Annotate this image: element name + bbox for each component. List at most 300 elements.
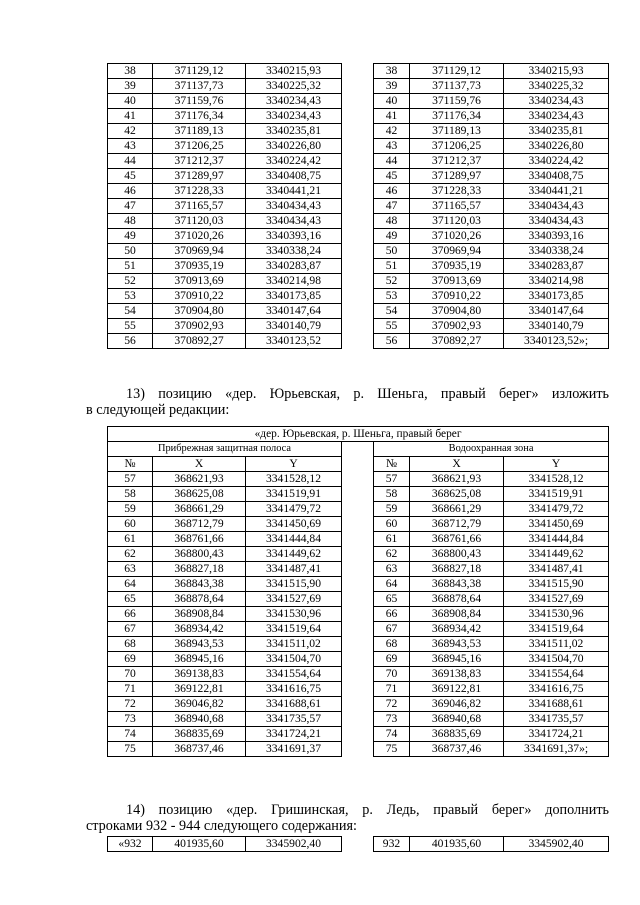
cell-y: 3341487,41 xyxy=(246,562,342,577)
cell-x: 371289,97 xyxy=(153,169,246,184)
cell-x: 370892,27 xyxy=(153,334,246,349)
cell-y: 3341444,84 xyxy=(504,532,609,547)
cell-x: 368712,79 xyxy=(410,517,504,532)
cell-y: 3340234,43 xyxy=(246,94,342,109)
cell-x: 368625,08 xyxy=(410,487,504,502)
table-gap xyxy=(342,637,374,652)
cell-x: 371020,26 xyxy=(410,229,504,244)
cell-number: 67 xyxy=(374,622,410,637)
table-title: «дер. Юрьевская, р. Шеньга, правый берег xyxy=(108,427,609,442)
cell-number: «932 xyxy=(108,837,153,852)
cell-number: 72 xyxy=(108,697,153,712)
table-row xyxy=(108,229,609,244)
table-gap xyxy=(342,64,374,79)
cell-x: 368878,64 xyxy=(410,592,504,607)
cell-x: 368661,29 xyxy=(153,502,246,517)
cell-y: 3340214,98 xyxy=(246,274,342,289)
cell-number: 51 xyxy=(108,259,153,274)
cell-number: 75 xyxy=(108,742,153,757)
cell-x: 371120,03 xyxy=(410,214,504,229)
cell-x: 370969,94 xyxy=(410,244,504,259)
cell-y: 3341691,37»; xyxy=(504,742,609,757)
cell-number: 64 xyxy=(374,577,410,592)
cell-x: 370904,80 xyxy=(153,304,246,319)
paragraph-14-line2: строками 932 - 944 следующего содержания: xyxy=(86,818,357,834)
cell-y: 3341527,69 xyxy=(504,592,609,607)
table-gap xyxy=(342,442,374,457)
cell-x: 371120,03 xyxy=(153,214,246,229)
cell-x: 370892,27 xyxy=(410,334,504,349)
cell-x: 369046,82 xyxy=(410,697,504,712)
cell-number: 66 xyxy=(374,607,410,622)
cell-number: 45 xyxy=(374,169,410,184)
table-gap xyxy=(342,622,374,637)
cell-number: 39 xyxy=(108,79,153,94)
cell-number: 56 xyxy=(108,334,153,349)
table-gap xyxy=(342,214,374,229)
cell-x: 369122,81 xyxy=(410,682,504,697)
cell-number: 51 xyxy=(374,259,410,274)
cell-y: 3341504,70 xyxy=(504,652,609,667)
cell-x: 371137,73 xyxy=(410,79,504,94)
cell-y: 3341479,72 xyxy=(504,502,609,517)
section-coastal-strip: Прибрежная защитная полоса xyxy=(108,442,342,457)
cell-number: 63 xyxy=(374,562,410,577)
table-row xyxy=(108,139,609,154)
cell-x: 370913,69 xyxy=(153,274,246,289)
cell-y: 3340147,64 xyxy=(246,304,342,319)
cell-number: 43 xyxy=(108,139,153,154)
cell-y: 3341515,90 xyxy=(504,577,609,592)
cell-number: 65 xyxy=(374,592,410,607)
cell-x: 371228,33 xyxy=(410,184,504,199)
cell-y: 3340393,16 xyxy=(246,229,342,244)
table-gap xyxy=(342,547,374,562)
coordinates-table-continued xyxy=(107,63,609,349)
cell-y: 3340226,80 xyxy=(246,139,342,154)
header-number-left: № xyxy=(108,457,153,472)
table-row xyxy=(108,607,609,622)
table-row xyxy=(108,334,609,349)
table-gap xyxy=(342,592,374,607)
cell-y: 3340225,32 xyxy=(246,79,342,94)
table-gap xyxy=(342,94,374,109)
cell-number: 52 xyxy=(374,274,410,289)
cell-x: 368908,84 xyxy=(410,607,504,622)
cell-number: 50 xyxy=(374,244,410,259)
cell-y: 3341515,90 xyxy=(246,577,342,592)
cell-y: 3340123,52 xyxy=(246,334,342,349)
cell-x: 401935,60 xyxy=(410,837,504,852)
table-gap xyxy=(342,667,374,682)
table-gap xyxy=(342,577,374,592)
cell-y: 3341528,12 xyxy=(246,472,342,487)
cell-y: 3341449,62 xyxy=(246,547,342,562)
table-row xyxy=(108,214,609,229)
cell-x: 368737,46 xyxy=(410,742,504,757)
cell-y: 3340234,43 xyxy=(504,109,609,124)
cell-number: 65 xyxy=(108,592,153,607)
cell-number: 62 xyxy=(374,547,410,562)
cell-x: 369046,82 xyxy=(153,697,246,712)
cell-x: 368827,18 xyxy=(153,562,246,577)
cell-x: 370935,19 xyxy=(410,259,504,274)
table-row xyxy=(108,562,609,577)
header-y-right: Y xyxy=(504,457,609,472)
table-gap xyxy=(342,697,374,712)
table-gap xyxy=(342,712,374,727)
cell-y: 3341527,69 xyxy=(246,592,342,607)
table-gap xyxy=(342,139,374,154)
cell-x: 368661,29 xyxy=(410,502,504,517)
table-row xyxy=(108,652,609,667)
table-row xyxy=(108,532,609,547)
cell-x: 368737,46 xyxy=(153,742,246,757)
cell-y: 3341444,84 xyxy=(246,532,342,547)
cell-x: 368761,66 xyxy=(410,532,504,547)
cell-y: 3341511,02 xyxy=(246,637,342,652)
cell-x: 368934,42 xyxy=(153,622,246,637)
cell-number: 40 xyxy=(108,94,153,109)
cell-x: 371020,26 xyxy=(153,229,246,244)
cell-x: 370935,19 xyxy=(153,259,246,274)
cell-number: 55 xyxy=(374,319,410,334)
section-water-protection-zone: Водоохранная зона xyxy=(374,442,609,457)
table-row xyxy=(108,94,609,109)
coordinates-table-body xyxy=(108,64,609,349)
cell-number: 42 xyxy=(108,124,153,139)
cell-number: 58 xyxy=(108,487,153,502)
cell-number: 50 xyxy=(108,244,153,259)
table-gap xyxy=(342,79,374,94)
cell-y: 3340441,21 xyxy=(504,184,609,199)
cell-x: 371206,25 xyxy=(153,139,246,154)
cell-y: 3341450,69 xyxy=(246,517,342,532)
cell-number: 71 xyxy=(374,682,410,697)
cell-x: 368940,68 xyxy=(410,712,504,727)
cell-y: 3341519,64 xyxy=(246,622,342,637)
cell-y: 3341487,41 xyxy=(504,562,609,577)
cell-x: 371165,57 xyxy=(153,199,246,214)
cell-x: 370910,22 xyxy=(153,289,246,304)
cell-number: 46 xyxy=(108,184,153,199)
cell-number: 45 xyxy=(108,169,153,184)
cell-number: 46 xyxy=(374,184,410,199)
cell-x: 368940,68 xyxy=(153,712,246,727)
table-row xyxy=(108,154,609,169)
cell-x: 371129,12 xyxy=(153,64,246,79)
table-gap xyxy=(342,289,374,304)
cell-y: 3341735,57 xyxy=(504,712,609,727)
table-gap xyxy=(342,244,374,259)
cell-x: 371176,34 xyxy=(153,109,246,124)
table-row xyxy=(108,667,609,682)
cell-number: 39 xyxy=(374,79,410,94)
cell-x: 368945,16 xyxy=(153,652,246,667)
cell-x: 368835,69 xyxy=(153,727,246,742)
cell-number: 44 xyxy=(108,154,153,169)
table-gap xyxy=(342,109,374,124)
cell-y: 3341616,75 xyxy=(246,682,342,697)
cell-y: 3340408,75 xyxy=(246,169,342,184)
table-row xyxy=(108,547,609,562)
cell-y: 3340338,24 xyxy=(504,244,609,259)
table-row xyxy=(108,289,609,304)
cell-y: 3340140,79 xyxy=(504,319,609,334)
cell-x: 370902,93 xyxy=(410,319,504,334)
cell-x: 371189,13 xyxy=(410,124,504,139)
cell-number: 60 xyxy=(374,517,410,532)
cell-number: 59 xyxy=(374,502,410,517)
table-row xyxy=(108,592,609,607)
table-gap xyxy=(342,274,374,289)
coordinates-table-grishinskaya xyxy=(107,836,609,852)
header-x-left: X xyxy=(153,457,246,472)
cell-x: 368943,53 xyxy=(410,637,504,652)
cell-x: 368945,16 xyxy=(410,652,504,667)
cell-x: 368878,64 xyxy=(153,592,246,607)
cell-number: 53 xyxy=(108,289,153,304)
cell-y: 3345902,40 xyxy=(246,837,342,852)
table-row xyxy=(108,577,609,592)
cell-x: 370969,94 xyxy=(153,244,246,259)
table-row xyxy=(108,79,609,94)
table-gap xyxy=(342,652,374,667)
table-gap xyxy=(342,502,374,517)
table-gap xyxy=(342,607,374,622)
cell-x: 368800,43 xyxy=(153,547,246,562)
table-gap xyxy=(342,304,374,319)
cell-y: 3341688,61 xyxy=(504,697,609,712)
cell-y: 3341691,37 xyxy=(246,742,342,757)
table-gap xyxy=(342,487,374,502)
cell-y: 3341519,64 xyxy=(504,622,609,637)
cell-x: 370902,93 xyxy=(153,319,246,334)
table-row xyxy=(108,109,609,124)
table-row xyxy=(108,487,609,502)
cell-number: 67 xyxy=(108,622,153,637)
table-gap xyxy=(342,457,374,472)
cell-number: 63 xyxy=(108,562,153,577)
cell-x: 368621,93 xyxy=(410,472,504,487)
table-row xyxy=(108,244,609,259)
table-gap xyxy=(342,517,374,532)
cell-number: 38 xyxy=(108,64,153,79)
cell-y: 3340434,43 xyxy=(504,199,609,214)
cell-number: 57 xyxy=(108,472,153,487)
cell-x: 368761,66 xyxy=(153,532,246,547)
cell-x: 371159,76 xyxy=(153,94,246,109)
cell-y: 3340434,43 xyxy=(246,199,342,214)
cell-y: 3340234,43 xyxy=(246,109,342,124)
paragraph-14 xyxy=(86,802,609,834)
cell-number: 64 xyxy=(108,577,153,592)
paragraph-13-line2: в следующей редакции: xyxy=(86,402,230,418)
cell-x: 371289,97 xyxy=(410,169,504,184)
table-row xyxy=(108,199,609,214)
cell-x: 370910,22 xyxy=(410,289,504,304)
coordinates-table-yurievskaya xyxy=(107,426,609,757)
cell-number: 47 xyxy=(374,199,410,214)
cell-y: 3341519,91 xyxy=(246,487,342,502)
cell-number: 68 xyxy=(374,637,410,652)
table-gap xyxy=(342,837,374,852)
cell-y: 3340123,52»; xyxy=(504,334,609,349)
cell-y: 3340214,98 xyxy=(504,274,609,289)
cell-x: 401935,60 xyxy=(153,837,246,852)
table-row xyxy=(108,712,609,727)
table-row xyxy=(108,502,609,517)
cell-number: 56 xyxy=(374,334,410,349)
table-row xyxy=(108,472,609,487)
table-row xyxy=(108,697,609,712)
cell-y: 3341504,70 xyxy=(246,652,342,667)
paragraph-14-line1: 14) позицию «дер. Гришинская, р. Ледь, правый берег» дополнить xyxy=(126,802,609,818)
cell-y: 3340234,43 xyxy=(504,94,609,109)
table-row xyxy=(108,64,609,79)
table-gap xyxy=(342,154,374,169)
cell-number: 72 xyxy=(374,697,410,712)
table-gap xyxy=(342,124,374,139)
cell-x: 371189,13 xyxy=(153,124,246,139)
cell-number: 60 xyxy=(108,517,153,532)
cell-x: 368934,42 xyxy=(410,622,504,637)
cell-number: 55 xyxy=(108,319,153,334)
cell-y: 3340226,80 xyxy=(504,139,609,154)
cell-x: 368908,84 xyxy=(153,607,246,622)
cell-number: 57 xyxy=(374,472,410,487)
cell-number: 69 xyxy=(374,652,410,667)
table-row xyxy=(108,169,609,184)
cell-number: 59 xyxy=(108,502,153,517)
header-y-left: Y xyxy=(246,457,342,472)
cell-y: 3341449,62 xyxy=(504,547,609,562)
table-gap xyxy=(342,562,374,577)
cell-number: 48 xyxy=(374,214,410,229)
cell-y: 3341479,72 xyxy=(246,502,342,517)
cell-number: 70 xyxy=(374,667,410,682)
table-row xyxy=(108,637,609,652)
cell-y: 3340147,64 xyxy=(504,304,609,319)
table-gap xyxy=(342,682,374,697)
cell-y: 3341616,75 xyxy=(504,682,609,697)
cell-y: 3340235,81 xyxy=(504,124,609,139)
cell-y: 3340283,87 xyxy=(246,259,342,274)
cell-y: 3341530,96 xyxy=(504,607,609,622)
cell-y: 3341511,02 xyxy=(504,637,609,652)
cell-y: 3345902,40 xyxy=(504,837,609,852)
cell-x: 371159,76 xyxy=(410,94,504,109)
header-number-right: № xyxy=(374,457,410,472)
cell-x: 368843,38 xyxy=(153,577,246,592)
cell-number: 69 xyxy=(108,652,153,667)
cell-number: 61 xyxy=(374,532,410,547)
table-gap xyxy=(342,199,374,214)
cell-y: 3340441,21 xyxy=(246,184,342,199)
cell-y: 3341530,96 xyxy=(246,607,342,622)
paragraph-13 xyxy=(86,386,609,418)
cell-number: 41 xyxy=(108,109,153,124)
table-gap xyxy=(342,334,374,349)
cell-number: 53 xyxy=(374,289,410,304)
table-row xyxy=(108,837,609,852)
cell-number: 75 xyxy=(374,742,410,757)
table-row xyxy=(108,319,609,334)
cell-x: 368843,38 xyxy=(410,577,504,592)
cell-y: 3341554,64 xyxy=(246,667,342,682)
table-gap xyxy=(342,319,374,334)
cell-x: 369122,81 xyxy=(153,682,246,697)
cell-number: 62 xyxy=(108,547,153,562)
header-x-right: X xyxy=(410,457,504,472)
cell-number: 70 xyxy=(108,667,153,682)
coordinates-table-body xyxy=(108,472,609,757)
table-gap xyxy=(342,742,374,757)
paragraph-13-line1: 13) позицию «дер. Юрьевская, р. Шеньга, правый берег» изложить xyxy=(126,386,609,402)
cell-x: 371129,12 xyxy=(410,64,504,79)
cell-x: 371206,25 xyxy=(410,139,504,154)
table-row xyxy=(108,259,609,274)
cell-y: 3340140,79 xyxy=(246,319,342,334)
cell-number: 42 xyxy=(374,124,410,139)
table-gap xyxy=(342,259,374,274)
cell-number: 48 xyxy=(108,214,153,229)
cell-y: 3340173,85 xyxy=(246,289,342,304)
cell-y: 3340173,85 xyxy=(504,289,609,304)
cell-number: 73 xyxy=(108,712,153,727)
table-row xyxy=(108,274,609,289)
cell-y: 3340224,42 xyxy=(504,154,609,169)
cell-x: 370904,80 xyxy=(410,304,504,319)
table-gap xyxy=(342,184,374,199)
table-gap xyxy=(342,229,374,244)
cell-number: 38 xyxy=(374,64,410,79)
cell-y: 3341735,57 xyxy=(246,712,342,727)
cell-y: 3341519,91 xyxy=(504,487,609,502)
table-gap xyxy=(342,472,374,487)
cell-y: 3340393,16 xyxy=(504,229,609,244)
cell-x: 368835,69 xyxy=(410,727,504,742)
cell-y: 3340224,42 xyxy=(246,154,342,169)
cell-x: 371176,34 xyxy=(410,109,504,124)
cell-y: 3341724,21 xyxy=(246,727,342,742)
table-row xyxy=(108,622,609,637)
cell-number: 47 xyxy=(108,199,153,214)
cell-number: 932 xyxy=(374,837,410,852)
cell-y: 3340215,93 xyxy=(246,64,342,79)
cell-x: 371137,73 xyxy=(153,79,246,94)
table-gap xyxy=(342,532,374,547)
cell-number: 68 xyxy=(108,637,153,652)
cell-x: 368712,79 xyxy=(153,517,246,532)
cell-y: 3340408,75 xyxy=(504,169,609,184)
cell-x: 371212,37 xyxy=(153,154,246,169)
cell-number: 73 xyxy=(374,712,410,727)
cell-x: 369138,83 xyxy=(153,667,246,682)
cell-y: 3341450,69 xyxy=(504,517,609,532)
cell-y: 3341528,12 xyxy=(504,472,609,487)
cell-number: 71 xyxy=(108,682,153,697)
cell-number: 43 xyxy=(374,139,410,154)
table-row xyxy=(108,184,609,199)
cell-y: 3340338,24 xyxy=(246,244,342,259)
table-row xyxy=(108,124,609,139)
cell-x: 371212,37 xyxy=(410,154,504,169)
cell-x: 368625,08 xyxy=(153,487,246,502)
cell-number: 40 xyxy=(374,94,410,109)
cell-y: 3340283,87 xyxy=(504,259,609,274)
cell-x: 370913,69 xyxy=(410,274,504,289)
